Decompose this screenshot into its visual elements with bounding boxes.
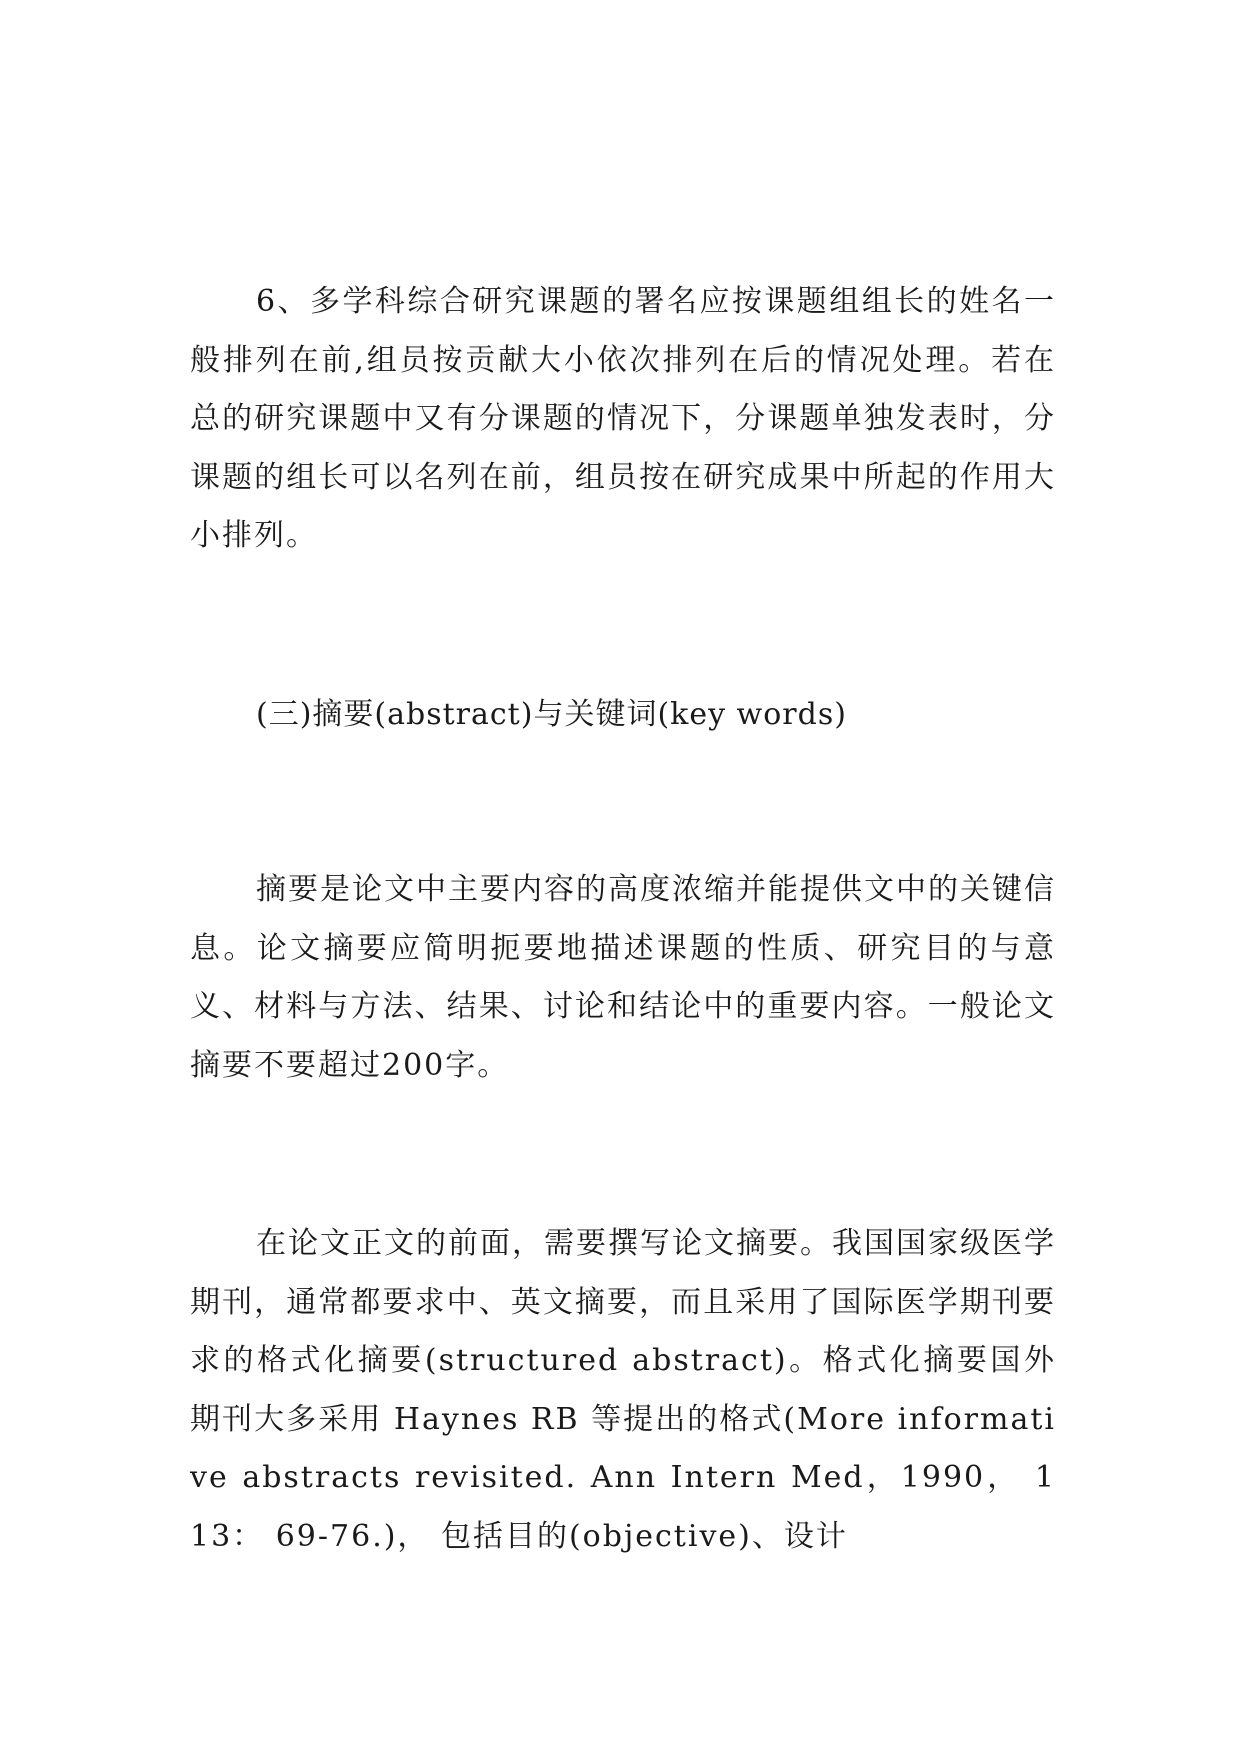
document-body: [190, 273, 1056, 1566]
paragraph-authorship-rule-6: 6、多学科综合研究课题的署名应按课题组组长的姓名一般排列在前,组员按贡献大小依次排列在后的情况处理。若在总的研究课题中又有分课题的情况下，分课题单独发表时，分课题的组长可以名列在前，组员按在研究成果中所起的作用大小排列。: [190, 284, 1056, 553]
paragraph-abstract-definition: 摘要是论文中主要内容的高度浓缩并能提供文中的关键信息。论文摘要应简明扼要地描述课题的性质、研究目的与意义、材料与方法、结果、讨论和结论中的重要内容。一般论文摘要不要超过200字。: [190, 872, 1056, 1083]
section-heading-abstract-keywords: (三)摘要(abstract)与关键词(key words): [256, 696, 847, 732]
spacer: [190, 744, 1056, 861]
spacer: [190, 566, 1056, 686]
paragraph-structured-abstract: 在论文正文的前面，需要撰写论文摘要。我国国家级医学期刊，通常都要求中、英文摘要，而且采用了国际医学期刊要求的格式化摘要(structured abstract)。格式化摘要国外期刊大多采用 Haynes RB 等提出的格式(More informative abstracts revisited. Ann Intern Med，1990， 113： 69-76.)， 包括目的(objective)、设计: [190, 1226, 1056, 1554]
spacer: [190, 1095, 1056, 1215]
